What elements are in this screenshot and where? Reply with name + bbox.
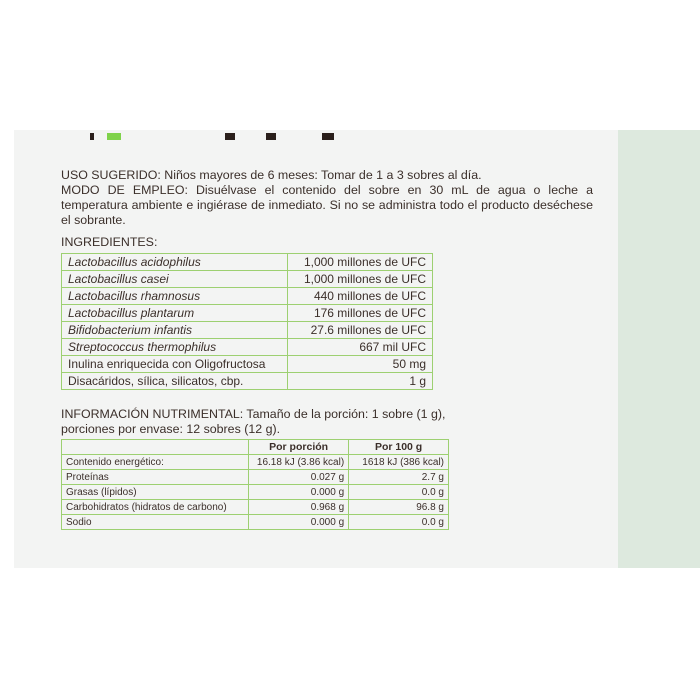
nutrient-per-portion: 16.18 kJ (3.86 kcal) bbox=[249, 455, 349, 470]
ingredient-name: Lactobacillus rhamnosus bbox=[62, 288, 288, 305]
table-row bbox=[62, 470, 449, 485]
nutrient-per-portion: 0.000 g bbox=[249, 485, 349, 500]
table-row bbox=[62, 500, 449, 515]
ingredient-amount: 1 g bbox=[288, 373, 433, 390]
nutrition-table bbox=[61, 439, 449, 530]
table-header-row bbox=[62, 440, 449, 455]
print-mark bbox=[266, 133, 276, 140]
nutrient-per-100g: 0.0 g bbox=[349, 515, 449, 530]
ingredient-name: Streptococcus thermophilus bbox=[62, 339, 288, 356]
nutrient-per-100g: 2.7 g bbox=[349, 470, 449, 485]
nutrient-label: Contenido energético: bbox=[62, 455, 249, 470]
header-cell-blank bbox=[62, 440, 249, 455]
table-row bbox=[62, 373, 433, 390]
nutrient-label: Carbohidratos (hidratos de carbono) bbox=[62, 500, 249, 515]
nutrient-label: Proteínas bbox=[62, 470, 249, 485]
table-row bbox=[62, 339, 433, 356]
nutrient-label: Sodio bbox=[62, 515, 249, 530]
table-row bbox=[62, 515, 449, 530]
ingredient-name: Bifidobacterium infantis bbox=[62, 322, 288, 339]
side-color-strip bbox=[618, 130, 700, 568]
header-per-100g: Por 100 g bbox=[349, 440, 449, 455]
directions-text: MODO DE EMPLEO: Disuélvase el contenido del sobre en 30 mL de agua o leche a temperatura ambiente e ingiérase de inmediato. Si no se administra todo el producto deséchese el sobrante. bbox=[61, 183, 593, 227]
ingredient-name: Lactobacillus acidophilus bbox=[62, 254, 288, 271]
nutrient-per-portion: 0.027 g bbox=[249, 470, 349, 485]
nutrient-per-portion: 0.000 g bbox=[249, 515, 349, 530]
print-mark bbox=[322, 133, 334, 140]
nutrient-per-100g: 0.0 g bbox=[349, 485, 449, 500]
ingredient-name: Lactobacillus casei bbox=[62, 271, 288, 288]
print-mark bbox=[225, 133, 235, 140]
suggested-use-text: USO SUGERIDO: Niños mayores de 6 meses: Tomar de 1 a 3 sobres al día. bbox=[61, 168, 482, 182]
table-row bbox=[62, 485, 449, 500]
table-row bbox=[62, 322, 433, 339]
ingredient-amount: 1,000 millones de UFC bbox=[288, 271, 433, 288]
ingredient-amount: 50 mg bbox=[288, 356, 433, 373]
ingredients-title: INGREDIENTES: bbox=[61, 235, 158, 249]
nutrient-per-100g: 96.8 g bbox=[349, 500, 449, 515]
ingredient-name: Lactobacillus plantarum bbox=[62, 305, 288, 322]
table-row bbox=[62, 288, 433, 305]
ingredient-amount: 27.6 millones de UFC bbox=[288, 322, 433, 339]
table-row bbox=[62, 455, 449, 470]
nutrition-title: INFORMACIÓN NUTRIMENTAL: Tamaño de la porción: 1 sobre (1 g), porciones por envase: 12 sobres (12 g). bbox=[61, 407, 446, 436]
table-row bbox=[62, 254, 433, 271]
usage-instructions bbox=[61, 168, 593, 228]
ingredient-name: Disacáridos, sílica, silicatos, cbp. bbox=[62, 373, 288, 390]
ingredient-amount: 667 mil UFC bbox=[288, 339, 433, 356]
ingredient-amount: 1,000 millones de UFC bbox=[288, 254, 433, 271]
nutrient-label: Grasas (lípidos) bbox=[62, 485, 249, 500]
ingredient-name: Inulina enriquecida con Oligofructosa bbox=[62, 356, 288, 373]
ingredient-amount: 440 millones de UFC bbox=[288, 288, 433, 305]
table-row bbox=[62, 305, 433, 322]
nutrient-per-100g: 1618 kJ (386 kcal) bbox=[349, 455, 449, 470]
nutrient-per-portion: 0.968 g bbox=[249, 500, 349, 515]
print-mark-green bbox=[107, 133, 121, 140]
ingredient-amount: 176 millones de UFC bbox=[288, 305, 433, 322]
table-row bbox=[62, 271, 433, 288]
header-per-portion: Por porción bbox=[249, 440, 349, 455]
print-mark bbox=[90, 133, 94, 140]
ingredients-table bbox=[61, 253, 433, 390]
table-row bbox=[62, 356, 433, 373]
